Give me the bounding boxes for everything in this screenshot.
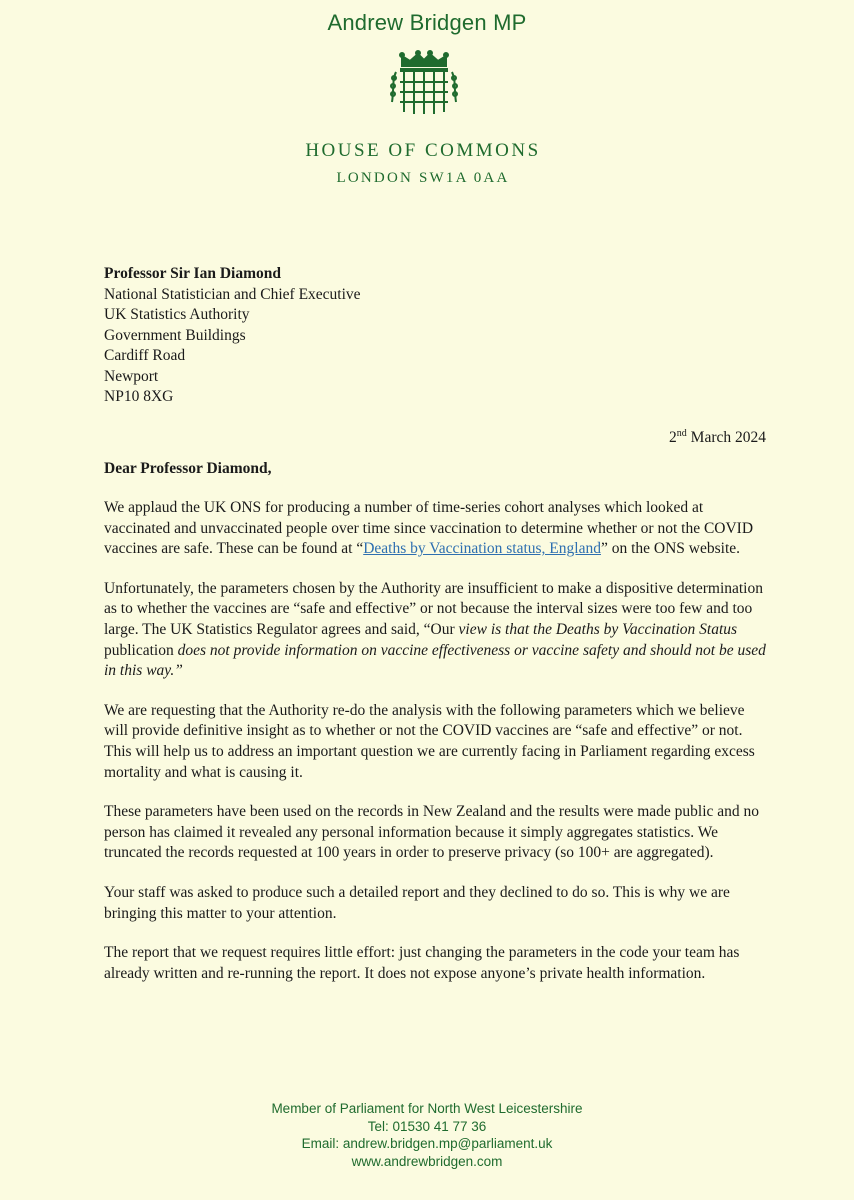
letter-body [104, 498, 772, 1003]
house-of-commons-title: HOUSE OF COMMONS [305, 140, 541, 161]
date-suffix: nd [676, 428, 687, 439]
recipient-line: UK Statistics Authority [104, 306, 250, 323]
recipient-line: Government Buildings [104, 326, 246, 344]
parliament-address: LONDON SW1A 0AA [336, 170, 510, 186]
recipient-line: Newport [104, 367, 159, 385]
mp-name: Andrew Bridgen MP [327, 10, 527, 35]
paragraph-text: Unfortunately, the parameters chosen by the Authority are insufficient to make a dispositive determination as to whether the vaccines are “safe and effective” or not because the interval sizes were too few and too large. The UK Statistics Regulator agrees and said, “Our [104, 579, 763, 638]
paragraph-text: ” on the ONS website. [600, 540, 741, 558]
ons-report-link[interactable]: Deaths by Vaccination status, England [363, 540, 601, 558]
letter-footer [0, 1100, 854, 1170]
recipient-line: National Statistician and Chief Executive [104, 285, 361, 303]
paragraph-quote: does not provide information on vaccine effectiveness or vaccine safety and should not be used in this way.” [104, 641, 766, 680]
paragraph-quote: view is that the Deaths by Vaccination Status [458, 620, 738, 638]
paragraph-text: publication [104, 641, 178, 659]
recipient-line: NP10 8XG [104, 388, 174, 405]
paragraph: We are requesting that the Authority re-do the analysis with the following parameters which we believe will provide definitive insight as to whether or not the COVID vaccines are “safe and effective” or not. This will help us to address an important question we are currently facing in Parliament regarding excess mortality and what is causing it. [104, 701, 755, 781]
paragraph: Your staff was asked to produce such a detailed report and they declined to do so. This is why we are bringing this matter to your attention. [104, 883, 730, 922]
letter-date [669, 428, 766, 447]
paragraph [104, 579, 772, 682]
footer-constituency: Member of Parliament for North West Leicestershire [271, 1101, 583, 1116]
date-day: 2 [669, 429, 677, 447]
recipient-address [104, 264, 361, 408]
paragraph-text: We applaud the UK ONS for producing a number of time-series cohort analyses which looked at vaccinated and unvaccinated people over time since vaccination to determine whether or not the COVID vaccines are safe. These can be found at “ [104, 499, 754, 558]
salutation: Dear Professor Diamond, [104, 460, 272, 477]
recipient-line: Cardiff Road [104, 347, 186, 364]
portcullis-icon [388, 50, 460, 122]
date-rest: March 2024 [686, 429, 766, 447]
paragraph [104, 498, 772, 560]
footer-tel: Tel: 01530 41 77 36 [367, 1118, 487, 1134]
recipient-name: Professor Sir Ian Diamond [104, 265, 281, 282]
footer-email[interactable]: Email: andrew.bridgen.mp@parliament.uk [301, 1136, 553, 1151]
paragraph: The report that we request requires little effort: just changing the parameters in the code your team has already written and re-running the report. It does not expose anyone’s private health information. [104, 944, 740, 982]
footer-website[interactable]: www.andrewbridgen.com [351, 1153, 503, 1169]
paragraph: These parameters have been used on the records in New Zealand and the results were made public and no person has claimed it revealed any personal information because it simply aggregates statistics. We truncated the records requested at 100 years in order to preserve privacy (so 100+ are aggregated). [104, 803, 760, 862]
